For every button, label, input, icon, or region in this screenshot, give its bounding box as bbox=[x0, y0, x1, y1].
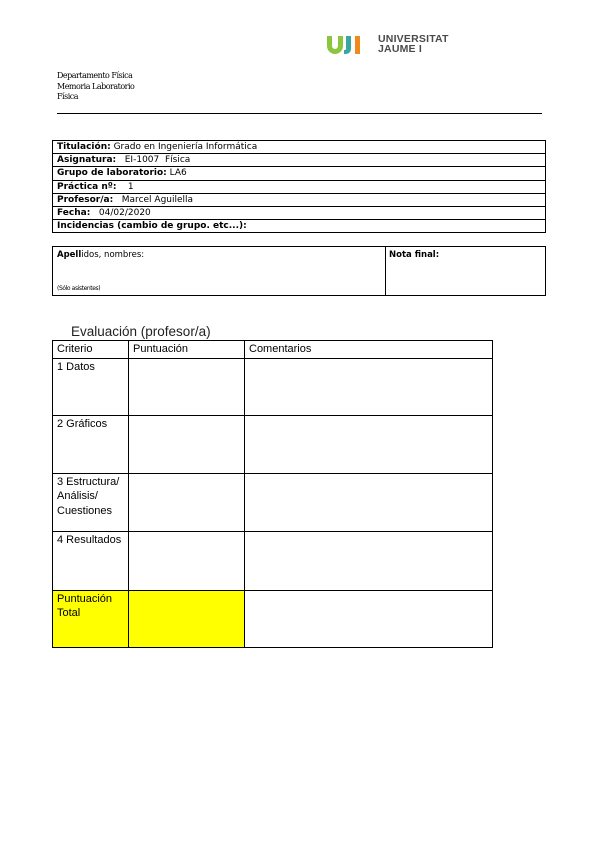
comment-cell[interactable] bbox=[245, 473, 493, 531]
score-cell[interactable] bbox=[129, 358, 245, 415]
practica-value: 1 bbox=[127, 181, 134, 192]
fecha-row: Fecha: 04/02/2020 bbox=[53, 207, 545, 220]
fecha-value: 04/02/2020 bbox=[98, 207, 151, 218]
total-score-cell[interactable] bbox=[129, 590, 245, 647]
table-row bbox=[53, 415, 493, 473]
dept-line: Física bbox=[57, 92, 79, 101]
criterio-cell: 1 Datos bbox=[53, 358, 129, 415]
names-cell bbox=[53, 247, 386, 295]
table-row bbox=[53, 531, 493, 590]
grupo-value: LA6 bbox=[169, 168, 187, 179]
score-cell[interactable] bbox=[129, 531, 245, 590]
department-header bbox=[57, 71, 134, 103]
header-criterio: Criterio bbox=[53, 341, 129, 359]
table-row bbox=[53, 473, 493, 531]
score-cell[interactable] bbox=[129, 473, 245, 531]
criterio-cell: 3 Estructura/ Análisis/ Cuestiones bbox=[53, 473, 129, 531]
incidencias-row: Incidencias (cambio de grupo. etc...): bbox=[57, 221, 247, 232]
names-note: (Sólo asistentes) bbox=[57, 285, 101, 292]
profesor-value: Marcel Aguilella bbox=[121, 194, 194, 205]
comment-cell[interactable] bbox=[245, 531, 493, 590]
table-row-total bbox=[53, 590, 493, 647]
comment-cell[interactable] bbox=[245, 358, 493, 415]
total-comment-cell[interactable] bbox=[245, 590, 493, 647]
dept-line: Departamento Física bbox=[57, 71, 133, 80]
dept-line: Memoria Laboratorio bbox=[57, 81, 135, 91]
asignatura-value: EI-1007 Física bbox=[124, 155, 191, 166]
profesor-row: Profesor/a: Marcel Aguilella bbox=[53, 194, 545, 207]
score-cell[interactable] bbox=[129, 415, 245, 473]
university-name: UNIVERSITAT JAUME I bbox=[378, 33, 449, 55]
titulacion-value: Grado en Ingeniería Informática bbox=[113, 142, 258, 152]
header-divider bbox=[57, 113, 542, 114]
titulacion-row: Titulación: Grado en Ingeniería Informática bbox=[53, 141, 545, 154]
info-table bbox=[52, 140, 546, 233]
comment-cell[interactable] bbox=[245, 415, 493, 473]
practica-row: Práctica nº: 1 bbox=[53, 181, 545, 194]
grupo-row: Grupo de laboratorio: LA6 bbox=[53, 167, 545, 180]
table-header-row bbox=[53, 341, 493, 359]
evaluation-title: Evaluación (profesor/a) bbox=[71, 324, 211, 339]
total-label-cell: Puntuación Total bbox=[53, 590, 129, 647]
evaluation-table bbox=[52, 340, 493, 648]
criterio-cell: 2 Gráficos bbox=[53, 415, 129, 473]
uji-logo-icon bbox=[327, 34, 371, 54]
header-comentarios: Comentarios bbox=[245, 341, 493, 359]
header-puntuacion: Puntuación bbox=[129, 341, 245, 359]
asignatura-row: Asignatura: EI-1007 Física bbox=[53, 154, 545, 167]
university-logo bbox=[327, 34, 449, 54]
names-label: Apellidos, nombres: bbox=[57, 250, 145, 260]
table-row bbox=[53, 358, 493, 415]
criterio-cell: 4 Resultados bbox=[53, 531, 129, 590]
nota-final-label: Nota final: bbox=[389, 250, 440, 260]
names-box bbox=[52, 246, 546, 296]
